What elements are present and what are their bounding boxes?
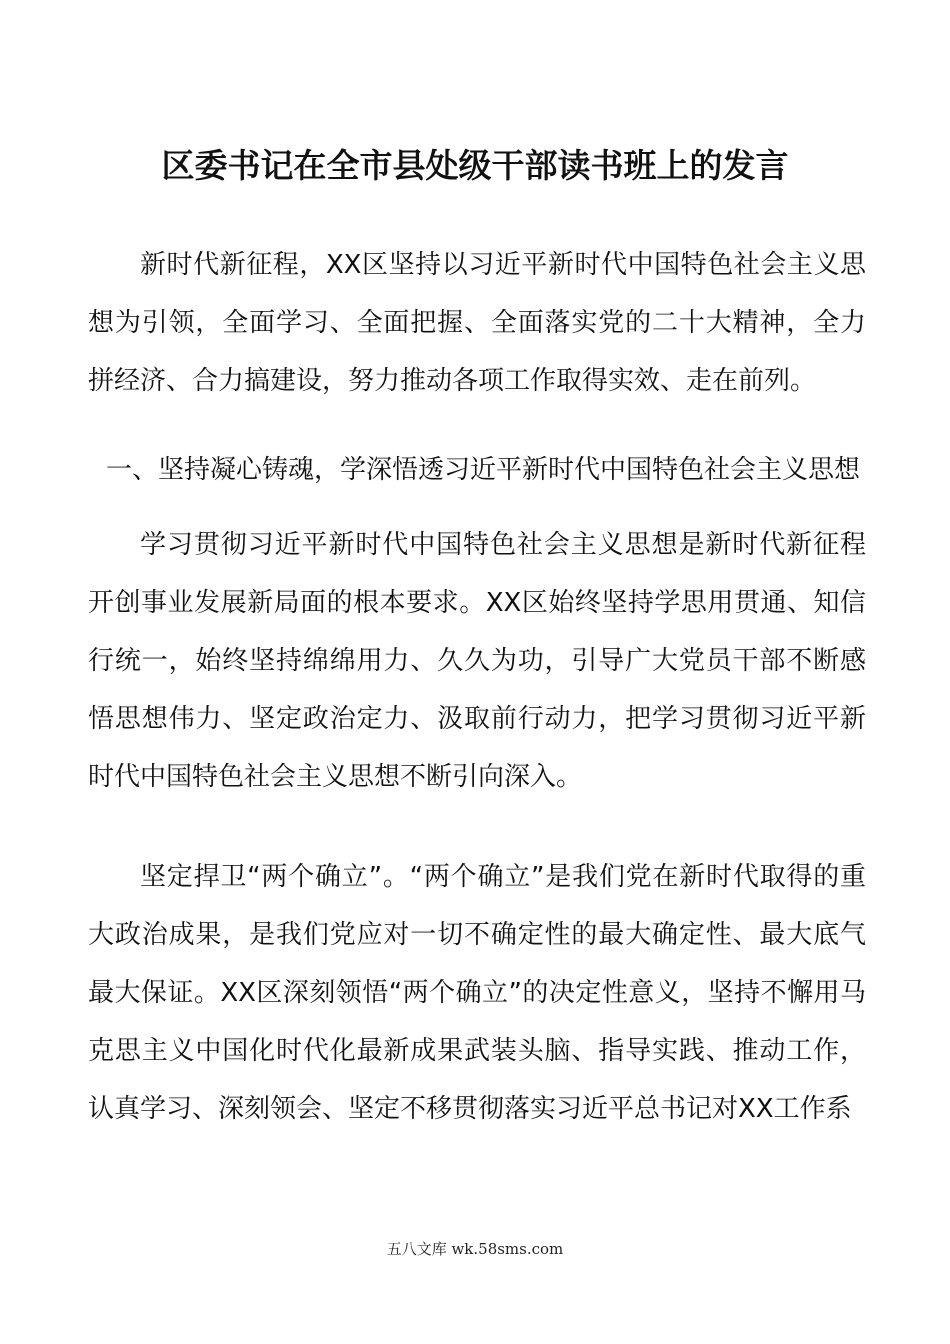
document-title: 区委书记在全市县处级干部读书班上的发言: [161, 146, 789, 185]
footer-watermark: 五八文库 wk.58sms.com: [386, 1240, 564, 1258]
paragraph-two-establishments: 坚定捍卫“两个确立”。“两个确立”是我们党在新时代取得的重大政治成果，是我们党应对一切不确定性的最大确定性、最大底气最大保证。XX区深刻领悟“两个确立”的决定性意义，坚持不懈用马克思主义中国化时代化最新成果武装头脑、指导实践、推动工作，认真学习、深刻领会、坚定不移贯彻落实习近平总书记对XX工作系: [88, 862, 866, 1124]
paragraph-study: 学习贯彻习近平新时代中国特色社会主义思想是新时代新征程开创事业发展新局面的根本要求。XX区始终坚持学思用贯通、知信行统一，始终坚持绵绵用力、久久为功，引导广大党员干部不断感悟思想伟力、坚定政治定力、汲取前行动力，把学习贯彻习近平新时代中国特色社会主义思想不断引向深入。: [88, 530, 866, 792]
section-heading-1: 一、坚持凝心铸魂，学深悟透习近平新时代中国特色社会主义思想: [106, 455, 861, 485]
paragraph-intro: 新时代新征程，XX区坚持以习近平新时代中国特色社会主义思想为引领，全面学习、全面把握、全面落实党的二十大精神，全力拼经济、合力搞建设，努力推动各项工作取得实效、走在前列。: [88, 250, 866, 396]
